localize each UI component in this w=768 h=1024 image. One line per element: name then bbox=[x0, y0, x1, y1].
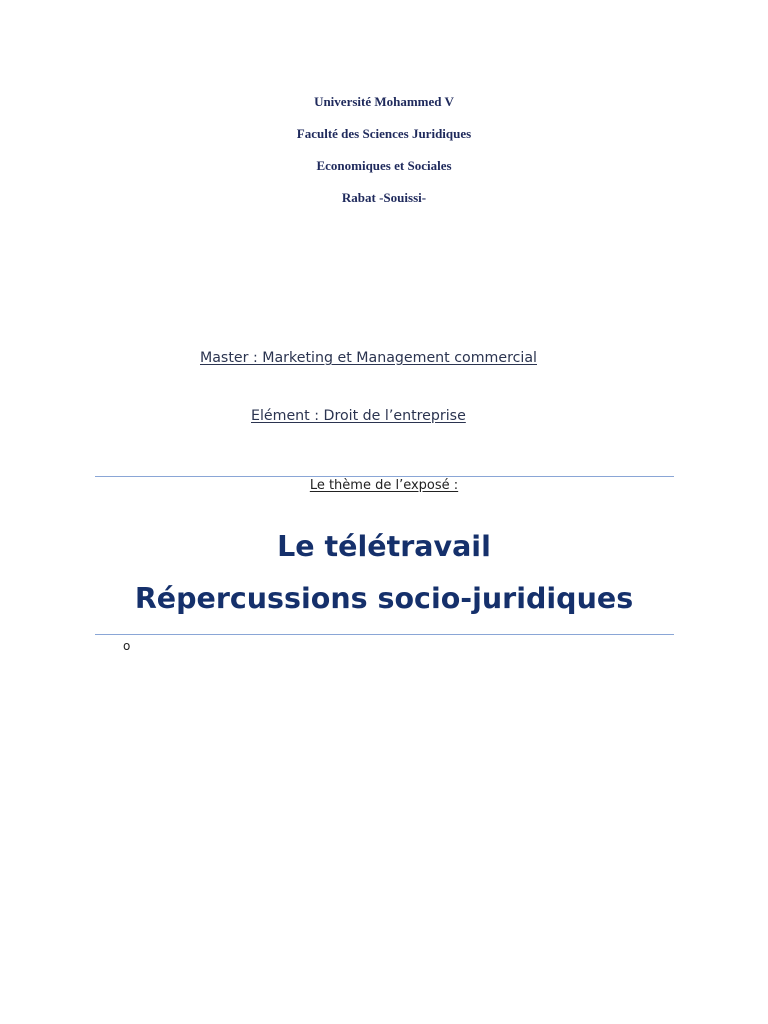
bottom-divider bbox=[95, 634, 674, 635]
campus-location: Rabat -Souissi- bbox=[341, 190, 427, 205]
theme-label: Le thème de l’exposé : bbox=[309, 478, 459, 493]
university-name: Université Mohammed V bbox=[314, 94, 454, 109]
empty-bullet: o bbox=[123, 639, 131, 653]
top-divider bbox=[95, 476, 674, 477]
faculty-name: Faculté des Sciences Juridiques bbox=[296, 126, 472, 141]
master-program: Master : Marketing et Management commercial bbox=[200, 350, 537, 366]
course-element: Elément : Droit de l’entreprise bbox=[251, 408, 466, 424]
presentation-subtitle: Répercussions socio-juridiques bbox=[134, 582, 634, 615]
faculty-subtitle: Economiques et Sociales bbox=[316, 158, 452, 173]
presentation-title: Le télétravail bbox=[277, 530, 491, 563]
